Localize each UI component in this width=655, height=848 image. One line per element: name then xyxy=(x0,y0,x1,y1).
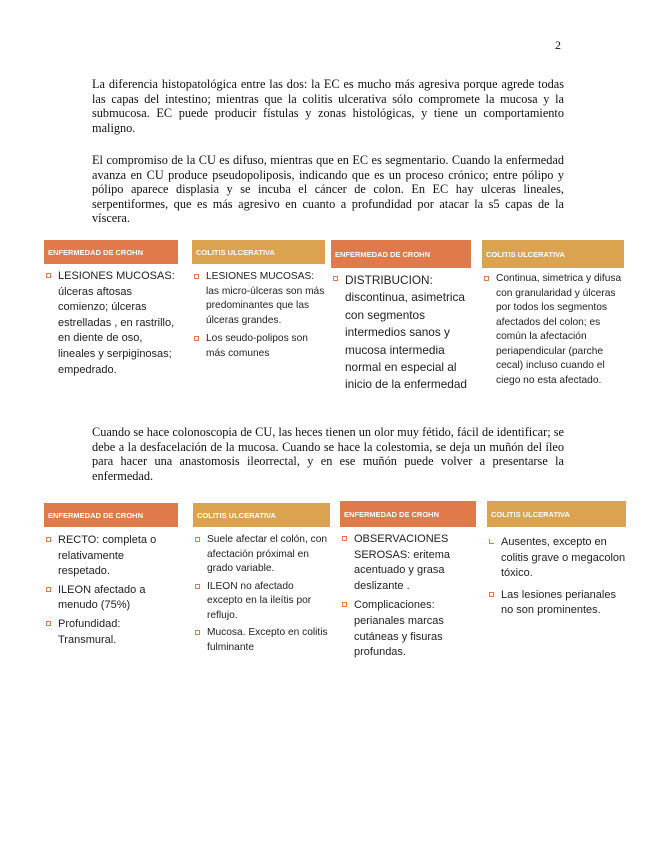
card-crohn-distribution xyxy=(331,240,471,394)
list-item: OBSERVACIONES SEROSAS: eritema acentuado y grasa deslizante . xyxy=(340,532,476,594)
card-header: COLITIS ULCERATIVA xyxy=(487,501,626,527)
list-item: RECTO: completa o relativamente respetado. xyxy=(44,533,178,580)
list-item: LESIONES MUCOSAS: úlceras aftosas comienzo; úlceras estrelladas , en rastrillo, en diente de oso, lineales y serpiginosas; empedrado. xyxy=(44,269,178,378)
list-item: Ausentes, excepto en colitis grave o megacolon tóxico. xyxy=(487,535,626,582)
card-header: COLITIS ULCERATIVA xyxy=(192,240,325,264)
card-header: ENFERMEDAD DE CROHN xyxy=(331,240,471,268)
list-item: Continua, simetrica y difusa con granularidad y úlceras por todos los segmentos afectados del colon; es común la afectación periapendicular (parche cecal) incluso cuando el ciego no esta afectado. xyxy=(482,272,624,388)
card-header: COLITIS ULCERATIVA xyxy=(482,240,624,268)
paragraph-histopathology: La diferencia histopatológica entre las dos: la EC es mucho más agresiva porque agrede todas las capas del intestino; mientras que la colitis ulcerativa sólo compromete la mucosa y la submucosa. EC puede producir fístulas y zonas histológicas, y tiene un comportamiento maligno. xyxy=(92,77,564,135)
page-number: 2 xyxy=(555,38,561,52)
card-crohn-lesions xyxy=(44,240,178,378)
list-item: Los seudo-polipos son más comunes xyxy=(192,332,325,361)
paragraph-colonoscopy: Cuando se hace colonoscopia de CU, las heces tienen un olor muy fétido, fácil de identificar; se debe a la desfacelación de la mucosa. Cuando se hace la colestomia, se deja un muñón del íleo para hacer una anastomosis ileorrectal, y en ese muñón puede volver a presentarse la enfermedad. xyxy=(92,425,564,483)
card-crohn-serosa xyxy=(340,501,476,661)
card-header: COLITIS ULCERATIVA xyxy=(193,503,330,527)
card-cu-serosa xyxy=(487,501,626,619)
list-item: Suele afectar el colón, con afectación próximal en grado variable. xyxy=(193,533,330,577)
card-cu-distribution xyxy=(482,240,624,388)
list-item: DISTRIBUCION: discontinua, asimetrica con segmentos intermedios sanos y mucosa intermedia normal en especial al inicio de la enfermedad xyxy=(331,272,471,394)
card-crohn-rectum xyxy=(44,503,178,648)
list-item: Mucosa. Excepto en colitis fulminante xyxy=(193,626,330,655)
list-item: ILEON no afectado excepto en la ileítis por reflujo. xyxy=(193,580,330,624)
paragraph-distribution: El compromiso de la CU es difuso, mientras que en EC es segmentario. Cuando la enfermedad avanza en CU produce pseudopoliposis, indicando que es un proceso crónico; entre pólipo y pólipo aparece displasia y se incuba el cáncer de colon. En EC hay ulceras lineales, serpentiformes, que es más agresivo en cuanto a profundidad por atacar la s5 capas de la víscera. xyxy=(92,153,564,226)
list-item: Complicaciones: perianales marcas cutáneas y fisuras profundas. xyxy=(340,598,476,660)
list-item: LESIONES MUCOSAS: las micro-úlceras son más predominantes que las úlceras grandes. xyxy=(192,270,325,328)
list-item: Las lesiones perianales no son prominentes. xyxy=(487,588,626,619)
list-item: Profundidad: Transmural. xyxy=(44,617,178,648)
card-header: ENFERMEDAD DE CROHN xyxy=(340,501,476,527)
list-item: ILEON afectado a menudo (75%) xyxy=(44,583,178,614)
card-cu-rectum xyxy=(193,503,330,655)
card-cu-lesions xyxy=(192,240,325,361)
card-header: ENFERMEDAD DE CROHN xyxy=(44,240,178,264)
card-header: ENFERMEDAD DE CROHN xyxy=(44,503,178,527)
